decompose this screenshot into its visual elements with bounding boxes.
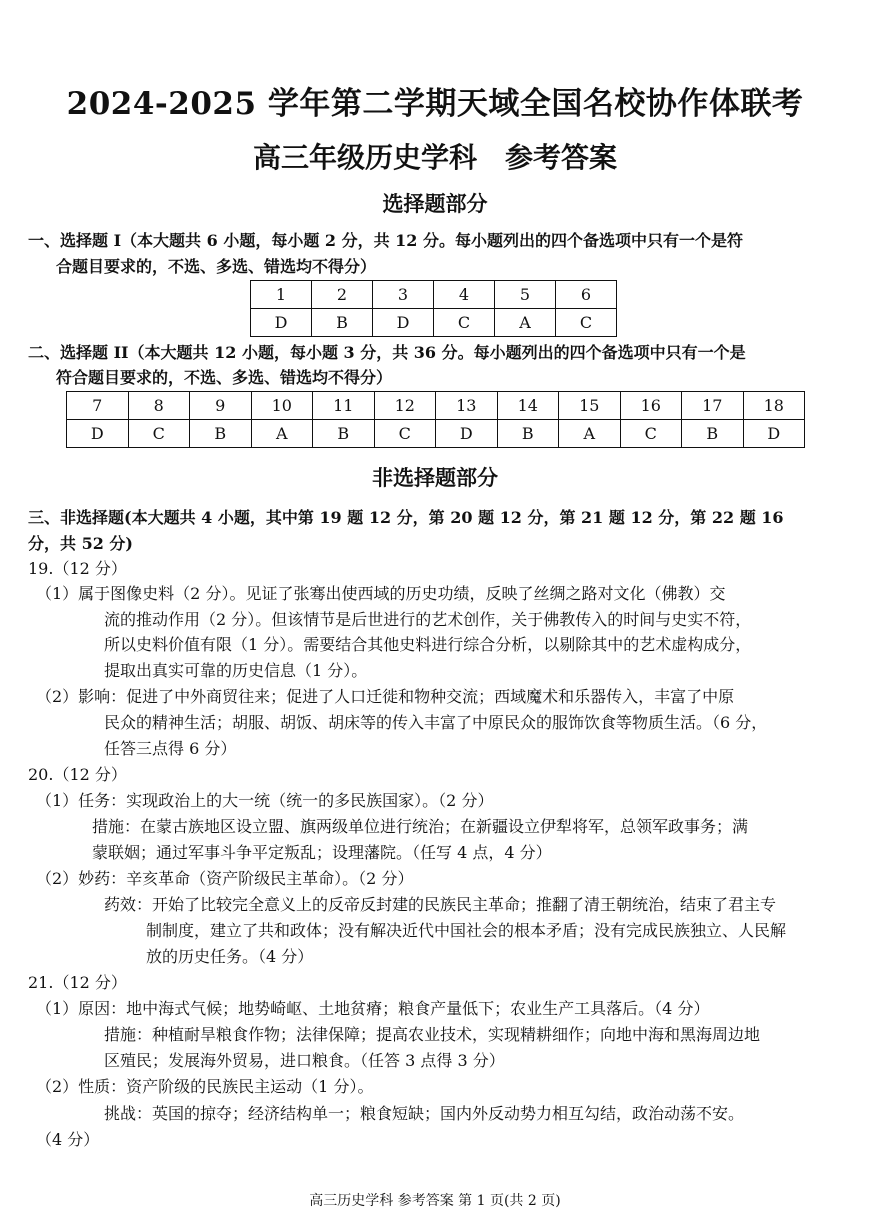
answer-cell: D [743, 420, 805, 448]
answer-line: （1）任务：实现政治上的大一统（统一的多民族国家）。（2 分） [36, 791, 494, 810]
section-heading-nonchoice: 非选择题部分 [372, 465, 498, 490]
part2-instructions-cont: 符合题目要求的，不选、多选、错选均不得分） [56, 368, 393, 387]
question-number-21: 21.（12 分） [28, 973, 127, 992]
answer-line: 所以史料价值有限（1 分）。需要结合其他史料进行综合分析，以剔除其中的艺术虚构成分， [104, 635, 752, 654]
answer-line: 制制度，建立了共和政体；没有解决近代中国社会的根本矛盾；没有完成民族独立、人民解 [146, 921, 787, 940]
answer-line: 挑战：英国的掠夺；经济结构单一；粮食短缺；国内外反动势力相互勾结，政治动荡不安。 [104, 1104, 745, 1123]
table-row-answers [67, 420, 805, 448]
question-number: 15 [559, 392, 621, 420]
question-number: 16 [620, 392, 682, 420]
question-number: 12 [374, 392, 436, 420]
answer-cell: A [251, 420, 313, 448]
answer-line: 提取出真实可靠的历史信息（1 分）。 [104, 661, 368, 680]
answer-cell: B [682, 420, 744, 448]
answer-table-part1 [250, 280, 617, 337]
answer-cell: C [128, 420, 190, 448]
question-number: 2 [312, 281, 373, 309]
answer-cell: A [495, 309, 556, 337]
answer-cell: C [556, 309, 617, 337]
part1-instructions-cont: 合题目要求的，不选、多选、错选均不得分） [56, 257, 377, 276]
question-number: 7 [67, 392, 129, 420]
answer-cell: D [436, 420, 498, 448]
answer-cell: C [434, 309, 495, 337]
answer-cell: D [67, 420, 129, 448]
answer-line: （4 分） [36, 1130, 100, 1149]
answer-cell: B [497, 420, 559, 448]
question-number: 10 [251, 392, 313, 420]
answer-cell: D [373, 309, 434, 337]
question-number: 9 [190, 392, 252, 420]
answer-line: 蒙联姻；通过军事斗争平定叛乱；设理藩院。（任写 4 点，4 分） [92, 843, 552, 862]
answer-line: 措施：在蒙古族地区设立盟、旗两级单位进行统治；在新疆设立伊犁将军，总领军政事务；满 [92, 817, 749, 836]
answer-cell: D [251, 309, 312, 337]
page-footer: 高三历史学科 参考答案 第 1 页(共 2 页) [309, 1193, 561, 1209]
answer-line: 流的推动作用（2 分）。但该情节是后世进行的艺术创作，关于佛教传入的时间与史实不符， [104, 610, 752, 629]
answer-table-part2 [66, 391, 805, 448]
question-number: 18 [743, 392, 805, 420]
answer-line: 区殖民；发展海外贸易，进口粮食。（任答 3 点得 3 分） [104, 1051, 505, 1070]
part3-instructions-cont: 分，共 52 分) [28, 534, 133, 553]
document-subtitle [0, 136, 870, 176]
answer-cell: A [559, 420, 621, 448]
question-number: 14 [497, 392, 559, 420]
question-number: 5 [495, 281, 556, 309]
answer-line: （2）影响：促进了中外商贸往来；促进了人口迁徙和物种交流；西域魔术和乐器传入，丰富了中原 [36, 687, 735, 706]
question-number: 1 [251, 281, 312, 309]
document-title: 2024-2025 学年第二学期天域全国名校协作体联考 [66, 86, 804, 122]
answer-line: 药效：开始了比较完全意义上的反帝反封建的民族民主革命；推翻了清王朝统治，结束了君主专 [104, 895, 777, 914]
question-number-19: 19.（12 分） [28, 559, 127, 578]
answer-line: （2）性质：资产阶级的民族民主运动（1 分）。 [36, 1077, 374, 1096]
answer-key-label: 参考答案 [505, 141, 618, 174]
part1-instructions: 一、选择题 I（本大题共 6 小题，每小题 2 分，共 12 分。每小题列出的四个备选项中只有一个是符 [28, 231, 744, 250]
subject-label: 高三年级历史学科 [252, 141, 477, 174]
answer-cell: B [190, 420, 252, 448]
table-row-numbers [251, 281, 617, 309]
answer-cell: B [313, 420, 375, 448]
answer-line: （1）属于图像史料（2 分）。见证了张骞出使西域的历史功绩，反映了丝绸之路对文化（佛教）交 [36, 584, 726, 603]
answer-line: 措施：种植耐旱粮食作物；法律保障；提高农业技术，实现精耕细作；向地中海和黑海周边地 [104, 1025, 761, 1044]
answer-line: （1）原因：地中海式气候；地势崎岖、土地贫瘠；粮食产量低下；农业生产工具落后。（4 分） [36, 999, 710, 1018]
question-number: 13 [436, 392, 498, 420]
question-number: 17 [682, 392, 744, 420]
section-heading-choice: 选择题部分 [382, 191, 488, 216]
question-number-20: 20.（12 分） [28, 765, 127, 784]
question-number: 11 [313, 392, 375, 420]
part3-instructions: 三、非选择题(本大题共 4 小题，其中第 19 题 12 分，第 20 题 12 分，第 21 题 12 分，第 22 题 16 [28, 508, 784, 527]
question-number: 3 [373, 281, 434, 309]
answer-line: 放的历史任务。（4 分） [146, 947, 314, 966]
question-number: 4 [434, 281, 495, 309]
answer-line: 任答三点得 6 分） [104, 739, 237, 758]
answer-line: （2）妙药：辛亥革命（资产阶级民主革命）。（2 分） [36, 869, 414, 888]
question-number: 6 [556, 281, 617, 309]
answer-cell: C [620, 420, 682, 448]
answer-cell: B [312, 309, 373, 337]
table-row-numbers [67, 392, 805, 420]
answer-line: 民众的精神生活；胡服、胡饭、胡床等的传入丰富了中原民众的服饰饮食等物质生活。（6 分， [104, 713, 768, 732]
table-row-answers [251, 309, 617, 337]
answer-cell: C [374, 420, 436, 448]
question-number: 8 [128, 392, 190, 420]
part2-instructions: 二、选择题 II（本大题共 12 小题，每小题 3 分，共 36 分。每小题列出的四个备选项中只有一个是 [28, 343, 746, 362]
